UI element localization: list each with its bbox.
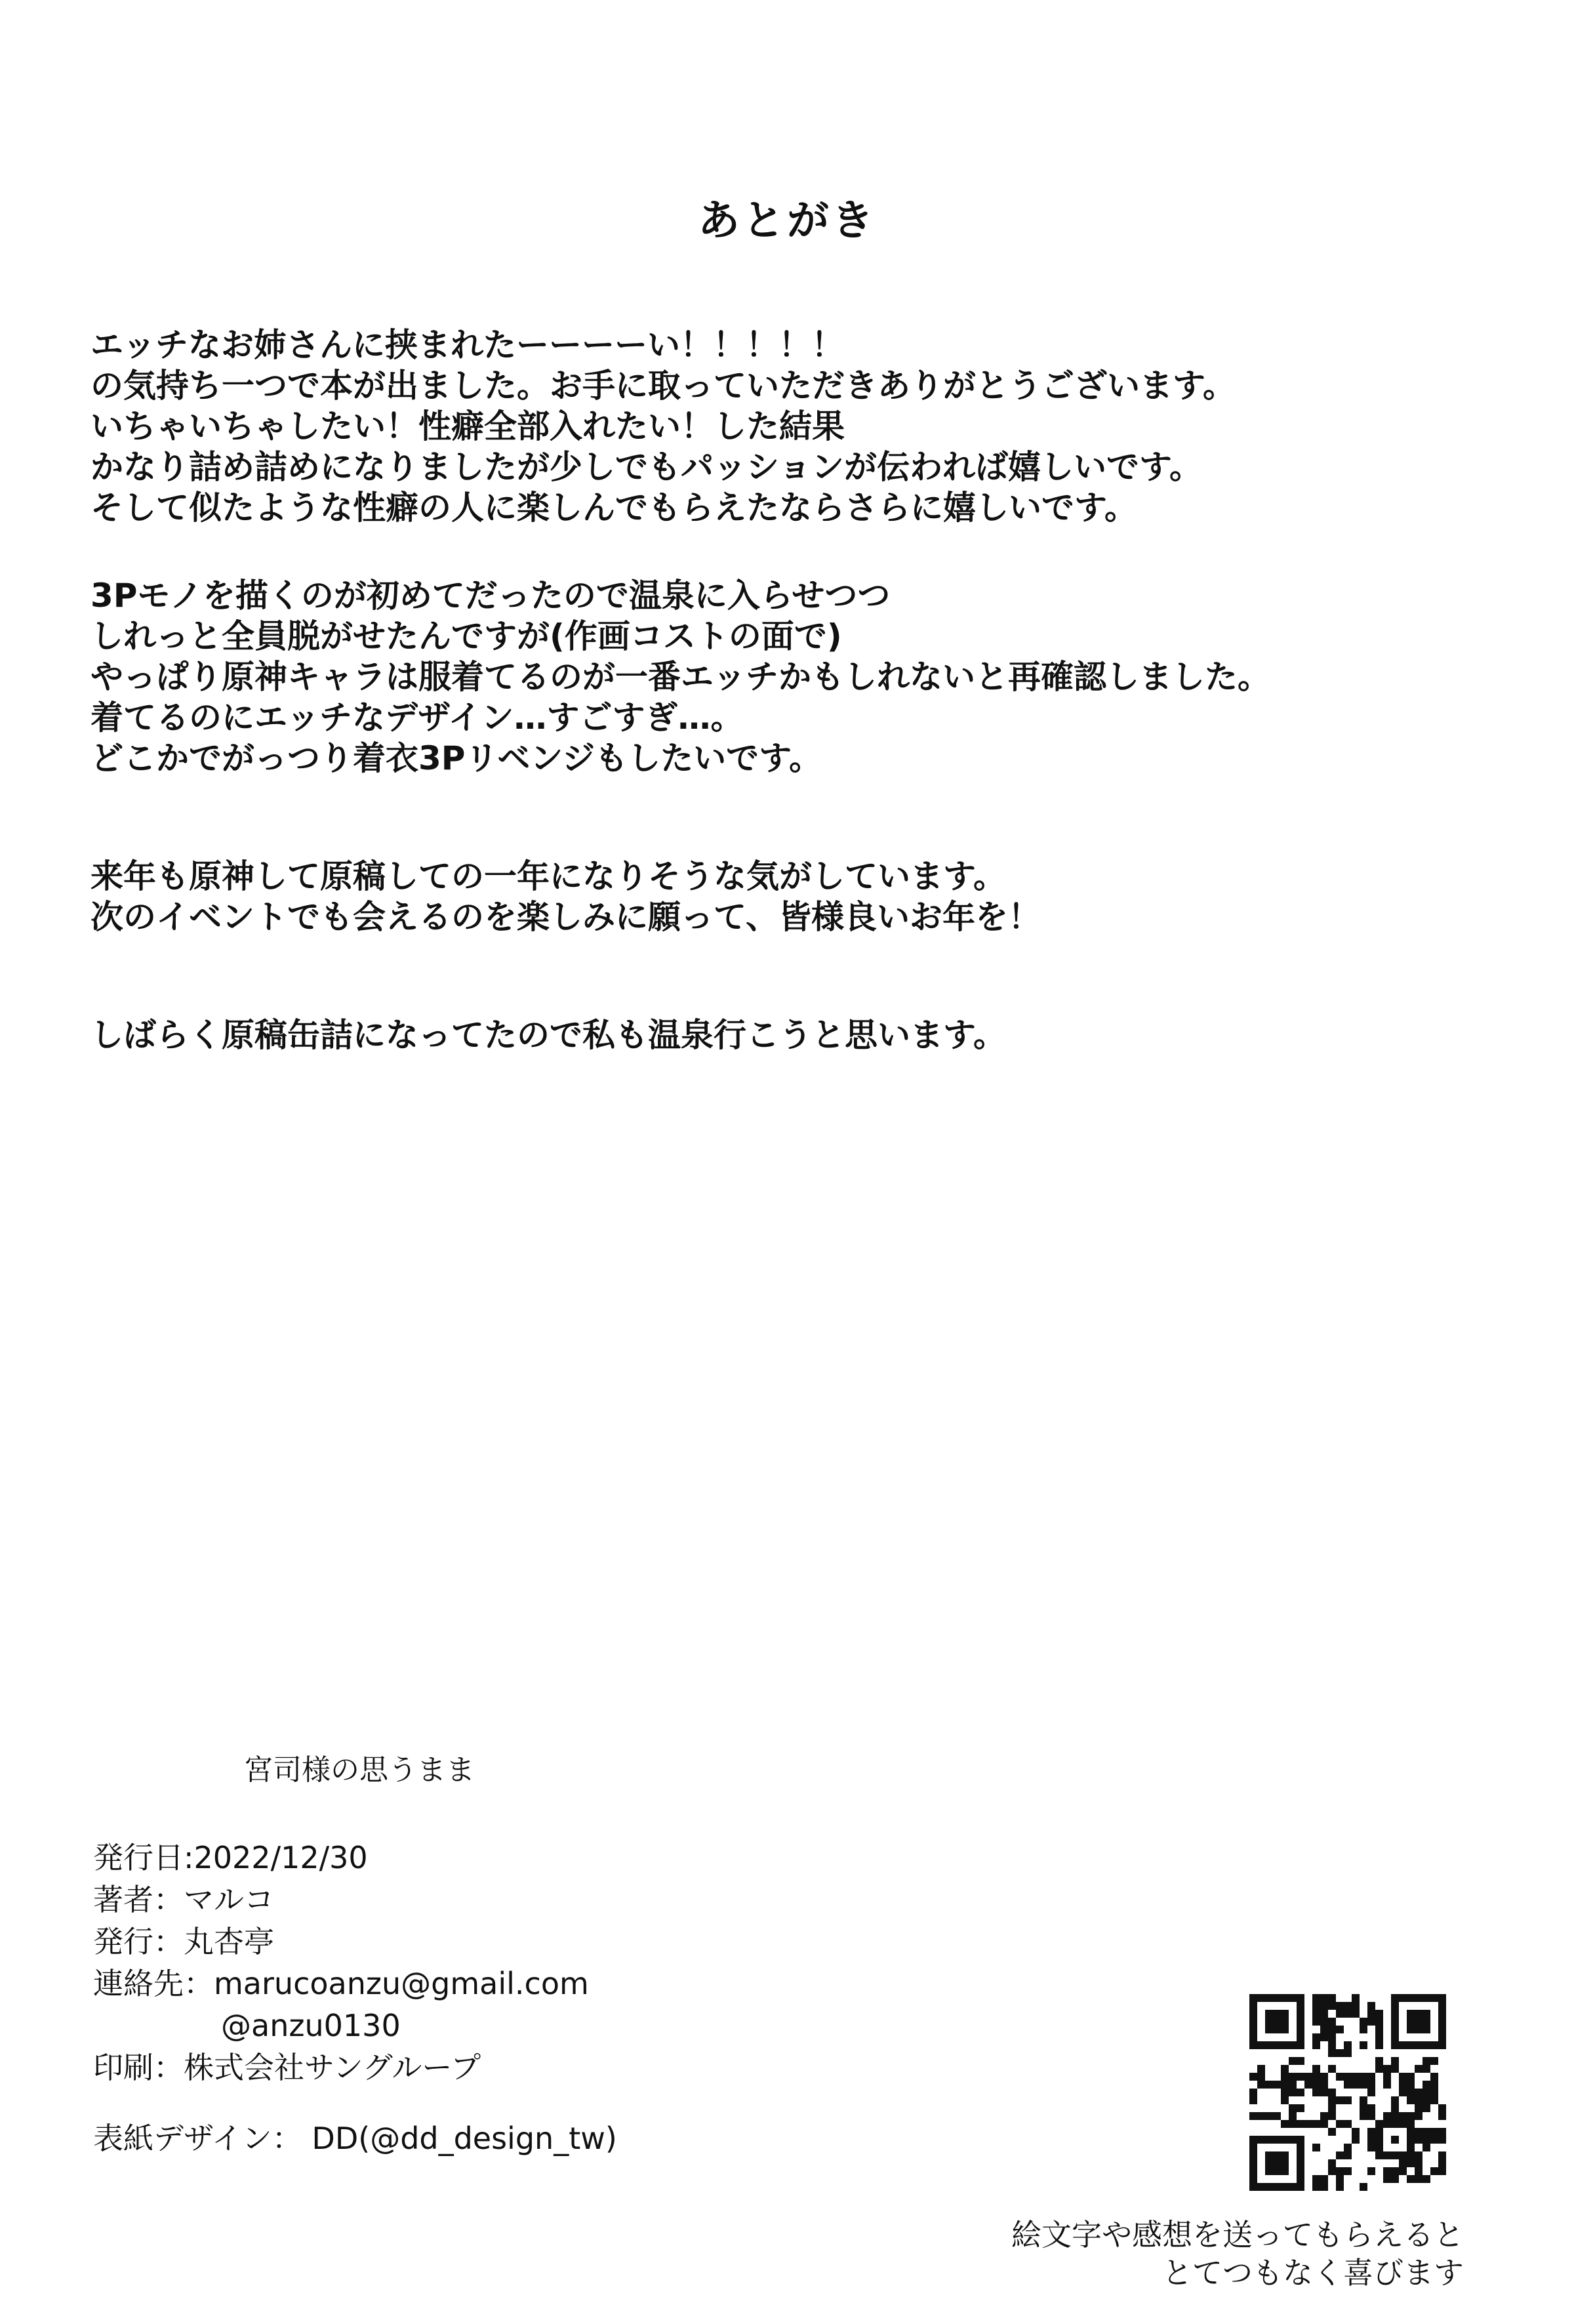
afterword-line: どこかでがっつり着衣3Pリベンジもしたいです。	[91, 739, 822, 777]
book-title: 宮司様の思うまま	[244, 1753, 475, 1787]
afterword-line: しれっと全員脱がせたんですが(作画コストの面で)	[91, 617, 842, 655]
page-title: あとがき	[698, 197, 876, 245]
author: 著者：マルコ	[93, 1882, 274, 1917]
colophon	[93, 1837, 617, 2159]
afterword-line: いちゃいちゃしたい！性癖全部入れたい！した結果	[91, 407, 845, 445]
afterword-line: 次のイベントでも会えるのを楽しみに願って、皆様良いお年を！	[91, 898, 1041, 936]
afterword-paragraph	[91, 325, 1507, 528]
qr-code	[1249, 1994, 1446, 2191]
publisher: 発行：丸杏亭	[93, 1924, 274, 1959]
issue-date: 発行日:2022/12/30	[93, 1840, 368, 1875]
printer: 印刷：株式会社サングループ	[93, 2050, 481, 2085]
contact-handle: @anzu0130	[221, 2008, 401, 2043]
afterword-line: の気持ち一つで本が出ました。お手に取っていただきありがとうございます。	[91, 367, 1236, 405]
contact-email: 連絡先：marucoanzu@gmail.com	[93, 1966, 589, 2001]
afterword-paragraph	[91, 575, 1507, 779]
afterword-line: しばらく原稿缶詰になってたので私も温泉行こうと思います。	[91, 1016, 1006, 1054]
afterword-line: エッチなお姉さんに挟まれたーーーーい！！！！！	[91, 326, 844, 364]
afterword-line: そして似たような性癖の人に楽しんでもらえたならさらに嬉しいです。	[91, 489, 1137, 527]
afterword-line: やっぱり原神キャラは服着てるのが一番エッチかもしれないと再確認しました。	[91, 658, 1270, 696]
qr-caption-line: とてつもなく喜びます	[1162, 2255, 1464, 2291]
afterword-text	[91, 325, 1507, 1055]
cover-design: 表紙デザイン： DD(@dd_design_tw)	[93, 2121, 617, 2156]
afterword-line: 着てるのにエッチなデザイン…すごすぎ…。	[91, 699, 744, 737]
afterword-line: 来年も原神して原稿しての一年になりそうな気がしています。	[91, 857, 1006, 895]
afterword-line: かなり詰め詰めになりましたが少しでもパッションが伝われば嬉しいです。	[91, 448, 1202, 486]
qr-caption-line: 絵文字や感想を送ってもらえると	[1011, 2217, 1464, 2253]
afterword-line: 3Pモノを描くのが初めてだったので温泉に入らせつつ	[91, 577, 891, 615]
afterword-paragraph	[91, 856, 1507, 937]
afterword-paragraph	[91, 1015, 1507, 1055]
qr-caption	[1011, 2216, 1464, 2292]
